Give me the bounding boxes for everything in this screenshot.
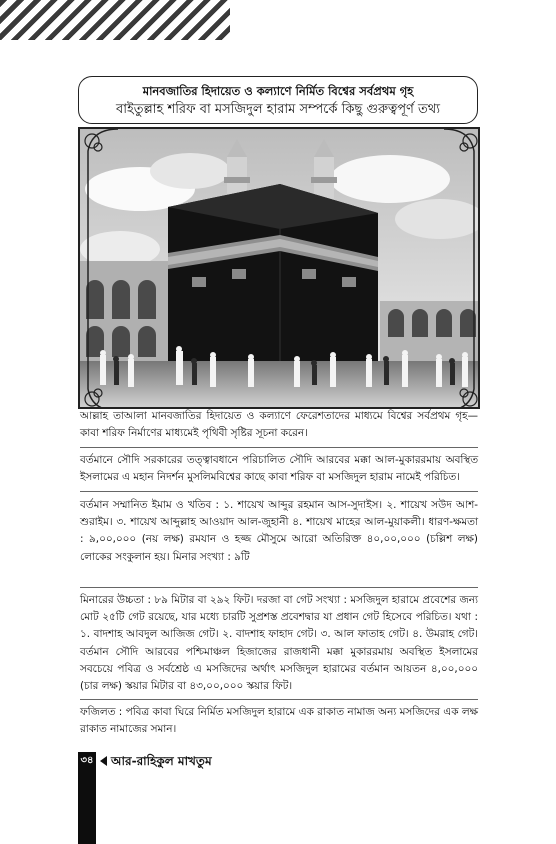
- kaaba-illustration: [80, 129, 480, 409]
- page-number: ৩৪: [80, 755, 94, 766]
- triangle-left-icon: [100, 756, 107, 766]
- paragraph-virtue: [80, 704, 478, 738]
- divider: [80, 699, 478, 700]
- paragraph-location: [80, 452, 478, 486]
- paragraph-5: ফজিলত : পবিত্র কাবা ঘিরে নির্মিত মসজিদুল হারামে এক রাকাত নামাজ অন্য মসজিদের এক লক্ষ রাকাত নামাজের সমান।: [80, 706, 478, 736]
- paragraph-4: মিনারের উচ্চতা : ৮৯ মিটার বা ২৯২ ফিট। দরজা বা গেট সংখ্যা : মসজিদুল হারামে প্রবেশের জন্য মোট ২৫টি গেট রয়েছে, যার মধ্যে চারটি সুপ্রশস্ত প্রবেশদ্বার যা প্রধান গেট হিসেবে পরিচিত। যথা : ১. বাদশাহ আবদুল আজিজ গেট। ২. বাদশাহ ফাহাদ গেট। ৩. আল ফাতাহ গেট। ৪. উমরাহ গেট। বর্তমান সৌদি আরবের পশ্চিমাঞ্চল হিজাজের রাজধানী মক্কা মুকাররমায় অবস্থিত ইসলামের সবচেয়ে পবিত্র ও সর্বশ্রেষ্ঠ এ মসজিদের অর্থাৎ মসজিদুল হারামের বর্তমান আয়তন ৪,০০,০০০ (চার লক্ষ) স্কয়ার মিটার বা ৪৩,০০,০০০ স্কয়ার ফিট।: [80, 594, 478, 693]
- divider: [80, 491, 478, 492]
- paragraph-imams: [80, 497, 478, 566]
- divider: [80, 587, 478, 588]
- kaaba-photo: [78, 127, 480, 409]
- title-line-1: মানবজাতির হিদায়েত ও কল্যাণে নির্মিত বিশ্বের সর্বপ্রথম গৃহ: [142, 84, 414, 98]
- title-line-2: বাইতুল্লাহ শরিফ বা মসজিদুল হারাম সম্পর্কে কিছু গুরুত্বপূর্ণ তথ্য: [116, 102, 440, 117]
- paragraph-intro: [80, 408, 478, 442]
- divider: [80, 447, 478, 448]
- paragraph-3: বর্তমান সম্মানিত ইমাম ও খতিব : ১. শায়েখ আব্দুর রহমান আস-সুদাইস। ২. শায়েখ সউদ আশ-শুরাইম। ৩. শায়েখ আব্দুল্লাহ আওয়াদ আল-জুহানী ৪. শায়েখ মাহের আল-মুয়াকলী। ধারণ-ক্ষমতা : ৯,০০,০০০ (নয় লক্ষ) রমযান ও হজ্জ মৌসুমে আরো অতিরিক্ত ৪০,০০,০০০ (চল্লিশ লক্ষ) লোকের সংকুলান হয়। মিনার সংখ্যা : ৯টি: [80, 499, 478, 563]
- book-title: আর-রাহিকুল মাখতুম: [111, 754, 212, 768]
- title-box: [78, 76, 478, 124]
- paragraph-gates: [80, 592, 478, 695]
- paragraph-1: আল্লাহ তাআলা মানবজাতির হিদায়েত ও কল্যাণে ফেরেশতাদের মাধ্যমে বিশ্বের সর্বপ্রথম গৃহ—কাবা শরিফ নির্মাণের মাধ্যমেই পৃথিবী সৃষ্টির সূচনা করেন।: [80, 410, 478, 440]
- decorative-stripes: [0, 0, 230, 40]
- paragraph-2: বর্তমানে সৌদি সরকারের তত্ত্বাবধানে পরিচালিত সৌদি আরবের মক্কা আল-মুকাররমায় অবস্থিত ইসলামের এ মহান নিদর্শন মুসলিমবিশ্বের কাছে কাবা শরিফ বা মসজিদুল হারাম নামেই পরিচিত।: [80, 454, 478, 484]
